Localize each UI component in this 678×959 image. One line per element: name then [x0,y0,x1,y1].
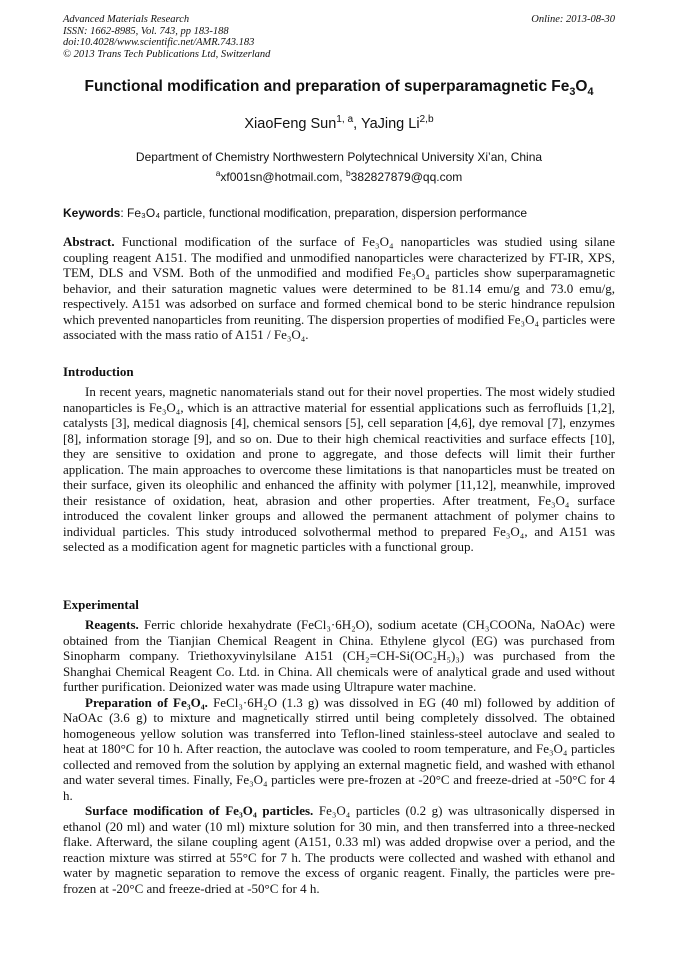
introduction-text: In recent years, magnetic nanomaterials stand out for their novel properties. The most widely studied nanoparticles is Fe₃O₄, which is an attractive material for essential applications such as ferrofluids [1,2], catalysts [3], medical diagnosis [4], chemical sensors [5], cell separation [4,6], dye removal [7], enzymes [8], information storage [9], and so on. Due to their high chemical reactivities and surface effects [10], they are sensitive to oxidation and prone to aggregate, and those defects will limit their further application. The main approaches to overcome these limitations is that nanoparticles must be treated on their surface, given its oleophilic and enhanced the affinity with polymer [11,12], meanwhile, improved their resistance of oxidation, heat, abrasion and other properties. After treatment, Fe₃O₄ surface introduced the covalent linker groups and allowed the permanent attachment of polymer chains to individual particles. This study introduced solvothermal method to prepared Fe₃O₄, and A151 was selected as a modification agent for magnetic particles with a functional group. [63,384,615,554]
title-sub-3: 3 [569,86,576,99]
introduction-heading: Introduction [63,364,134,379]
issn-line: ISSN: 1662-8985, Vol. 743, pp 183-188 [63,25,229,37]
author-1: XiaoFeng Sun [244,116,337,132]
title-sub-4: 4 [587,86,594,99]
abstract-text: Functional modification of the surface of Fe₃O₄ nanoparticles was studied using silane coupling reagent A151. The modified and unmodified nanoparticles were characterized by FT-IR, XPS, TEM, DLS and VSM. Both of the unmodified and modified Fe₃O₄ particles show superparamagnetic behavior, and their saturation magnetic values were determined to be 81.14 emu/g and 73.0 emu/g, respectively. A151 was adsorbed on surface and formed chemical bond to be steric hindrance repulsion which prevented nanoparticles from reuniting. The dispersion properties of modified Fe₃O₄ particles were associated with the mass ratio of A151 / Fe₃O₄. [63,234,615,342]
email-a[interactable]: xf001sn@hotmail.com, [220,170,346,184]
keywords-text: : Fe₃O₄ particle, functional modification, preparation, dispersion performance [120,206,528,220]
running-header [63,14,615,60]
experimental-body [63,617,615,896]
title-text: Functional modification and preparation of superparamagnetic Fe [84,78,570,95]
email-line [0,170,678,184]
surface-mod-text: Fe₃O₄ particles (0.2 g) was ultrasonically dispersed in ethanol (20 ml) and water (10 ml) mixture solution for 30 min, and then transferred into a three-necked flake. Afterward, the silane coupling agent (A151, 0.33 ml) was added dropwise over a period, and the reaction mixture was stirred at 55°C for 7 h. The products were collected and washed with ethanol and water by magnetic separation to remove the excess of organic reagent. Finally, the particles were pre-frozen at -20°C and freeze-dried at -50°C for 4 h. [63,803,615,896]
introduction-body [63,384,615,555]
copyright-line: © 2013 Trans Tech Publications Ltd, Switzerland [63,48,271,60]
paper-title [0,78,678,99]
title-o: O [575,78,588,95]
author-2: YaJing Li [360,116,420,132]
author-list [0,116,678,132]
online-date: Online: 2013-08-30 [531,14,615,25]
doi-line: doi:10.4028/www.scientific.net/AMR.743.183 [63,37,255,49]
email-b-sup: b [345,168,351,178]
abstract-label: Abstract. [63,234,115,249]
reagents-label: Reagents. [85,617,139,632]
abstract [63,234,615,343]
affiliation: Department of Chemistry Northwestern Polytechnical University Xi’an, China [135,150,543,164]
author-sep: , [353,116,361,132]
author-1-sup: 1, a [336,114,354,126]
keywords-label: Keywords [63,206,121,220]
author-2-sup: 2,b [419,114,434,126]
reagents-text: Ferric chloride hexahydrate (FeCl₃·6H₂O), sodium acetate (CH₃COONa, NaOAc) were obtained from the Tianjian Chemical Reagent in China. Ethylene glycol (EG) was purchased from Sinopharm company. Triethoxyvinylsilane A151 (CH₂=CH-Si(OC₂H₅)₃) was purchased from the Shanghai Chemical Reagent Co. Ltd. in China. All chemicals were of analytical grade and used without further purification. Deionized water was made using Ultrapure water machine. [63,617,615,694]
keywords [63,206,615,220]
email-a-sup: a [215,168,221,178]
preparation-label: Preparation of Fe₃O₄. [85,694,208,710]
email-b[interactable]: 382827879@qq.com [350,170,463,184]
journal-name: Advanced Materials Research [63,14,190,25]
surface-mod-label: Surface modification of Fe₃O₄ particles. [85,803,314,818]
preparation-text: FeCl₃·6H₂O (1.3 g) was dissolved in EG (40 ml) followed by addition of NaOAc (3.6 g) to mixture and magnetically stirred until being completely dissolved. The obtained homogeneous yellow solution was transferred into Teflon-lined stainless-steel autoclave and sealed to heat at 180°C for 10 h. After reaction, the autoclave was cooled to room temperature, and Fe₃O₄ particles collected and removed from the solution by applying an external magnetic field, and washed with ethanol and water several times. Finally, Fe₃O₄ particles were pre-frozen at -20°C and freeze-dried at -50°C for 4 h. [63,694,615,803]
experimental-heading: Experimental [63,597,139,612]
